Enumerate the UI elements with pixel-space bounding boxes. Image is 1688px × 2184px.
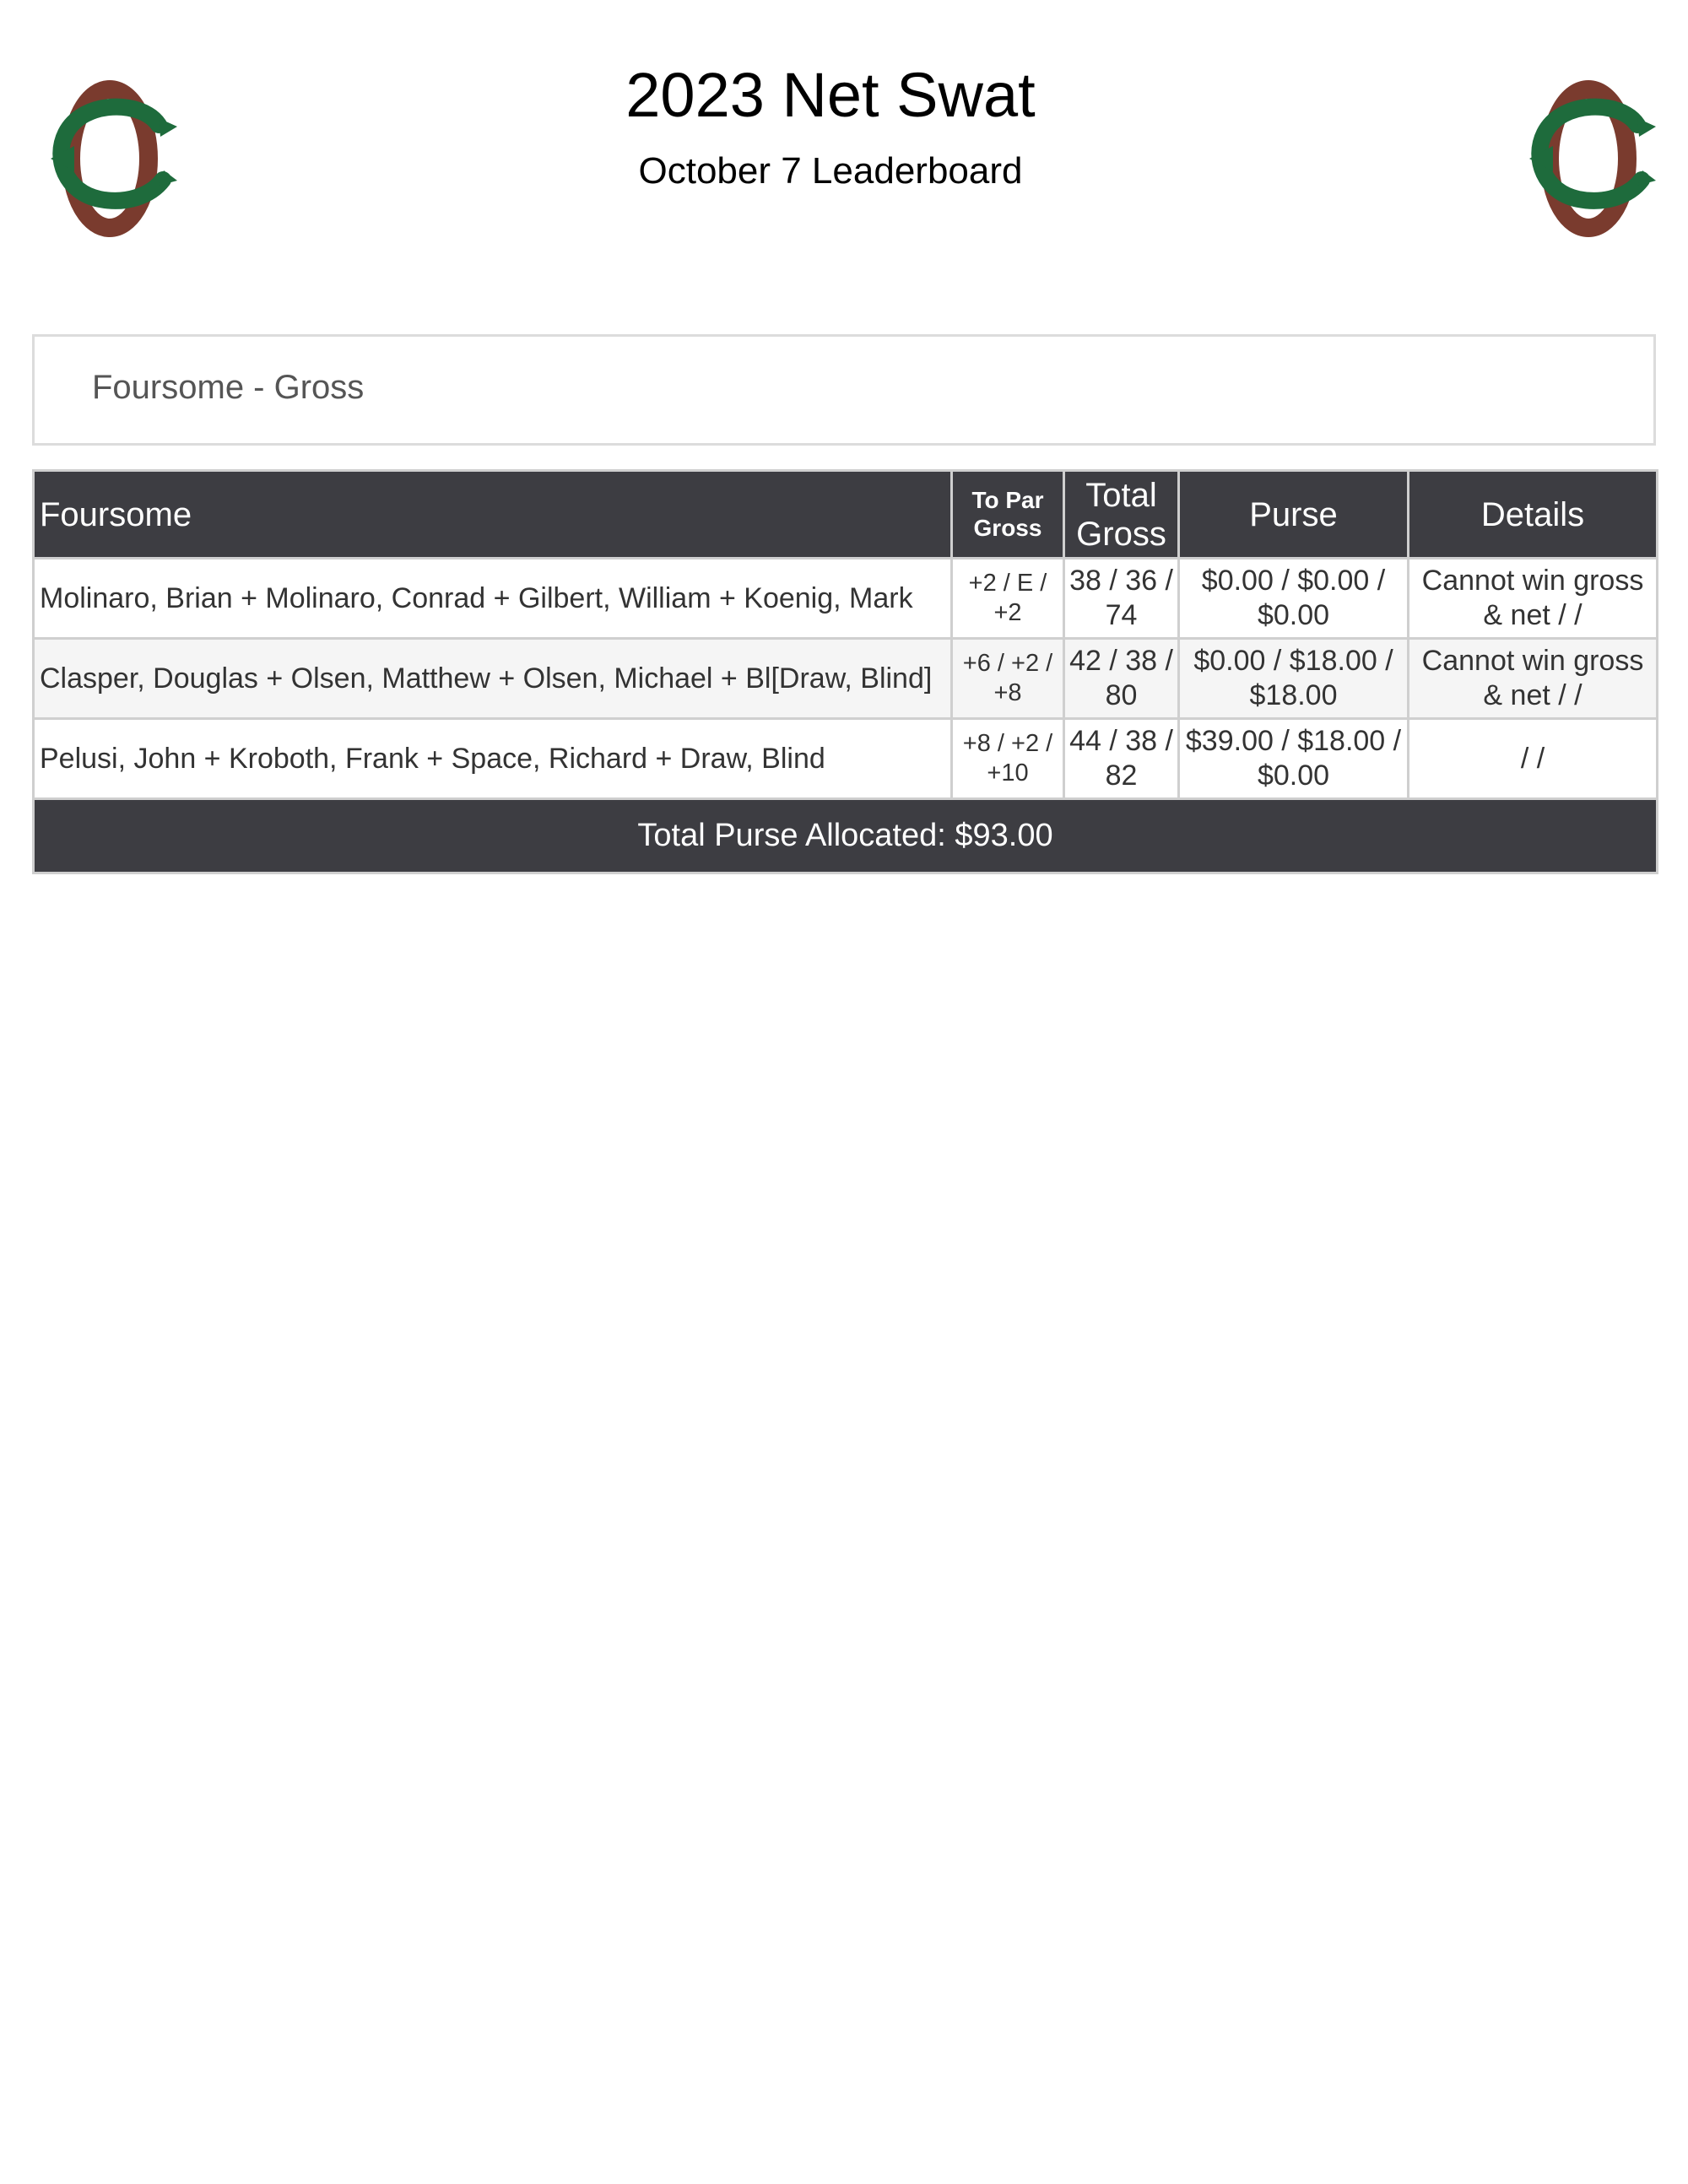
- purse-cell: [1179, 559, 1409, 639]
- details-value: / /: [1520, 742, 1545, 775]
- table-header-row: [34, 471, 1658, 559]
- total-gross-value: 38 / 36 /: [1069, 565, 1173, 597]
- details-cell: [1409, 559, 1658, 639]
- to-par-cell: [952, 719, 1064, 799]
- players-cell: Pelusi, John + Kroboth, Frank + Space, Richard + Draw, Blind: [34, 719, 952, 799]
- to-par-cell: [952, 639, 1064, 719]
- details-value: & net / /: [1483, 679, 1582, 711]
- column-header-label: Gross: [1076, 515, 1166, 553]
- column-header-foursome: [34, 471, 952, 559]
- section-header-box: [32, 334, 1656, 446]
- to-par-value: +8 / +2 /: [962, 730, 1053, 758]
- total-gross-cell: [1064, 719, 1179, 799]
- total-gross-value: 74: [1105, 599, 1138, 631]
- to-par-value: +2: [993, 599, 1022, 626]
- section-title: Foursome - Gross: [92, 369, 365, 406]
- total-gross-cell: [1064, 559, 1179, 639]
- column-header-label: To Par: [971, 487, 1044, 514]
- to-par-value: +8: [993, 679, 1022, 706]
- to-par-cell: [952, 559, 1064, 639]
- table-footer-row: [34, 799, 1658, 873]
- details-value: Cannot win gross: [1421, 565, 1644, 597]
- to-par-value: +2 / E /: [968, 570, 1047, 597]
- column-header-label: Gross: [973, 514, 1042, 541]
- details-cell: [1409, 639, 1658, 719]
- page-subtitle: October 7 Leaderboard: [638, 150, 1023, 192]
- to-par-value: +6 / +2 /: [962, 650, 1053, 678]
- column-header-label: Purse: [1249, 495, 1338, 533]
- details-value: Cannot win gross: [1421, 645, 1644, 678]
- details-cell: [1409, 719, 1658, 799]
- column-header-to-par-gross: [952, 471, 1064, 559]
- total-purse-allocated: Total Purse Allocated: $93.00: [34, 799, 1658, 873]
- table-row: [34, 559, 1658, 639]
- purse-value: $0.00 / $18.00 /: [1193, 645, 1393, 678]
- total-gross-value: 44 / 38 /: [1069, 725, 1173, 758]
- column-header-label: Foursome: [40, 495, 192, 533]
- purse-value: $0.00: [1257, 599, 1330, 631]
- page-title: 2023 Net Swat: [625, 60, 1036, 130]
- purse-value: $18.00: [1249, 679, 1338, 711]
- total-gross-value: 80: [1105, 679, 1138, 711]
- purse-value: $39.00 / $18.00 /: [1185, 725, 1402, 758]
- purse-cell: [1179, 719, 1409, 799]
- purse-value: $0.00: [1257, 760, 1330, 792]
- leaderboard-table: [32, 469, 1658, 874]
- total-gross-value: 42 / 38 /: [1069, 645, 1173, 678]
- purse-value: $0.00 / $0.00 /: [1201, 565, 1386, 597]
- details-value: & net / /: [1483, 599, 1582, 631]
- total-gross-cell: [1064, 639, 1179, 719]
- players-cell: Molinaro, Brian + Molinaro, Conrad + Gilbert, William + Koenig, Mark: [34, 559, 952, 639]
- table-row: [34, 639, 1658, 719]
- purse-cell: [1179, 639, 1409, 719]
- column-header-purse: [1179, 471, 1409, 559]
- players-cell: Clasper, Douglas + Olsen, Matthew + Olsen, Michael + Bl[Draw, Blind]: [34, 639, 952, 719]
- to-par-value: +10: [987, 760, 1029, 787]
- total-gross-value: 82: [1105, 760, 1138, 792]
- column-header-details: [1409, 471, 1658, 559]
- table-row: [34, 719, 1658, 799]
- column-header-label: Total: [1085, 476, 1157, 514]
- column-header-total-gross: [1064, 471, 1179, 559]
- column-header-label: Details: [1480, 495, 1585, 533]
